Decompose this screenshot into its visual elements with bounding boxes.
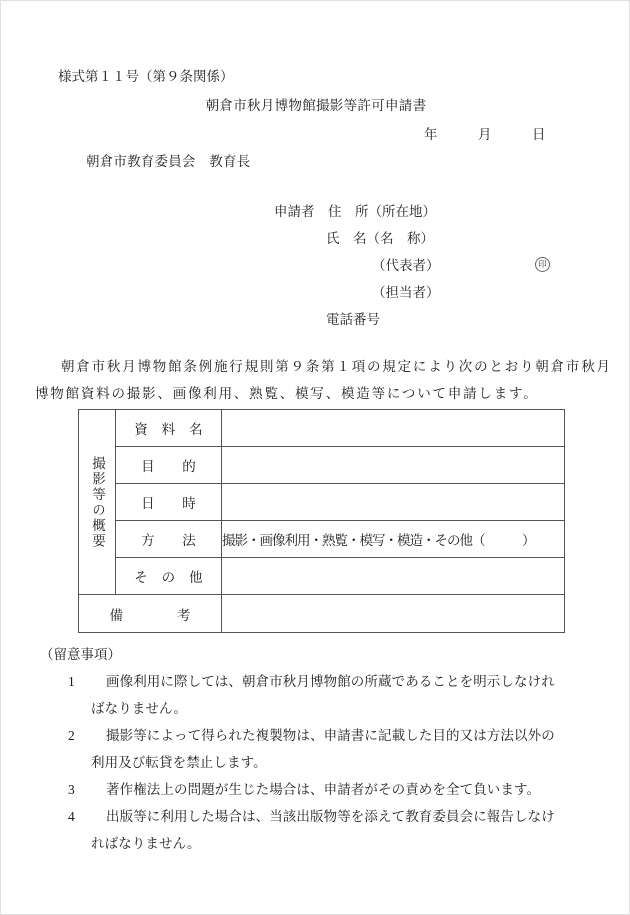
datetime-label-cell: 日 時 — [116, 484, 222, 521]
note-line: 著作権法上の問題が生じた場合は、申請者がその責めを全て負います。 — [106, 782, 541, 797]
document-title: 朝倉市秋月博物館撮影等許可申請書 — [205, 98, 427, 113]
note-item-4 — [40, 803, 600, 857]
note-item-3 — [40, 776, 600, 803]
applicant-contact-label: （担当者） — [372, 285, 440, 300]
table-row-purpose — [79, 447, 565, 484]
applicant-phone-label: 電話番号 — [326, 312, 380, 327]
note-text — [91, 668, 600, 722]
note-text — [91, 803, 600, 857]
datetime-value-cell — [222, 484, 565, 521]
note-item-1 — [40, 668, 600, 722]
table-row-other — [79, 558, 565, 595]
note-text — [91, 776, 600, 803]
note-item-2 — [40, 722, 600, 776]
table-row-remarks — [79, 595, 565, 633]
intro-line: 朝倉市秋月博物館条例施行規則第９条第１項の規定により次のとおり朝倉市秋月 — [61, 359, 612, 374]
other-value-cell — [222, 558, 565, 595]
applicant-representative-label: （代表者） — [372, 258, 440, 273]
table-row-datetime — [79, 484, 565, 521]
note-line: 画像利用に際しては、朝倉市秋月博物館の所蔵であることを明示しなけれ — [106, 674, 555, 689]
table-vertical-header: 撮影等の概要 — [79, 410, 116, 595]
intro-paragraph — [35, 353, 612, 407]
note-number: 4 — [68, 809, 75, 824]
note-line: 撮影等によって得られた複製物は、申請書に記載した目的又は方法以外の — [106, 728, 555, 743]
note-line: ばなりません。 — [91, 701, 188, 716]
other-label-cell: そ の 他 — [116, 558, 222, 595]
notes-section — [40, 641, 600, 857]
applicant-name-label: 氏 名（名 称） — [326, 231, 434, 246]
seal-icon: 印 — [535, 257, 550, 272]
note-number: 3 — [68, 782, 75, 797]
method-label-cell: 方 法 — [116, 521, 222, 558]
purpose-label-cell: 目 的 — [116, 447, 222, 484]
remarks-label-cell: 備 考 — [79, 595, 222, 633]
note-line: 出版等に利用した場合は、当該出版物等を添えて教育委員会に報告しなけ — [106, 809, 555, 824]
addressee: 朝倉市教育委員会 教育長 — [86, 154, 251, 169]
date-line: 年 月 日 — [424, 127, 546, 142]
table-row-method — [79, 521, 565, 558]
remarks-value-cell — [222, 595, 565, 633]
table-row-material — [79, 410, 565, 447]
overview-table — [78, 409, 565, 633]
note-number: 1 — [68, 674, 75, 689]
note-line: ればなりません。 — [91, 836, 201, 851]
material-name-value-cell — [222, 410, 565, 447]
note-text — [91, 722, 600, 776]
material-name-label-cell: 資 料 名 — [116, 410, 222, 447]
note-number: 2 — [68, 728, 75, 743]
note-line: 利用及び転貸を禁止します。 — [91, 755, 267, 770]
intro-line: 博物館資料の撮影、画像利用、熟覧、模写、模造等について申請します。 — [35, 386, 539, 401]
method-value-cell: 撮影・画像利用・熟覧・模写・模造・その他（ ） — [222, 521, 565, 558]
purpose-value-cell — [222, 447, 565, 484]
form-number: 様式第１１号（第９条関係） — [58, 69, 234, 84]
applicant-address-label: 申請者 住 所（所在地） — [274, 204, 436, 219]
notes-heading: （留意事項） — [40, 647, 121, 662]
